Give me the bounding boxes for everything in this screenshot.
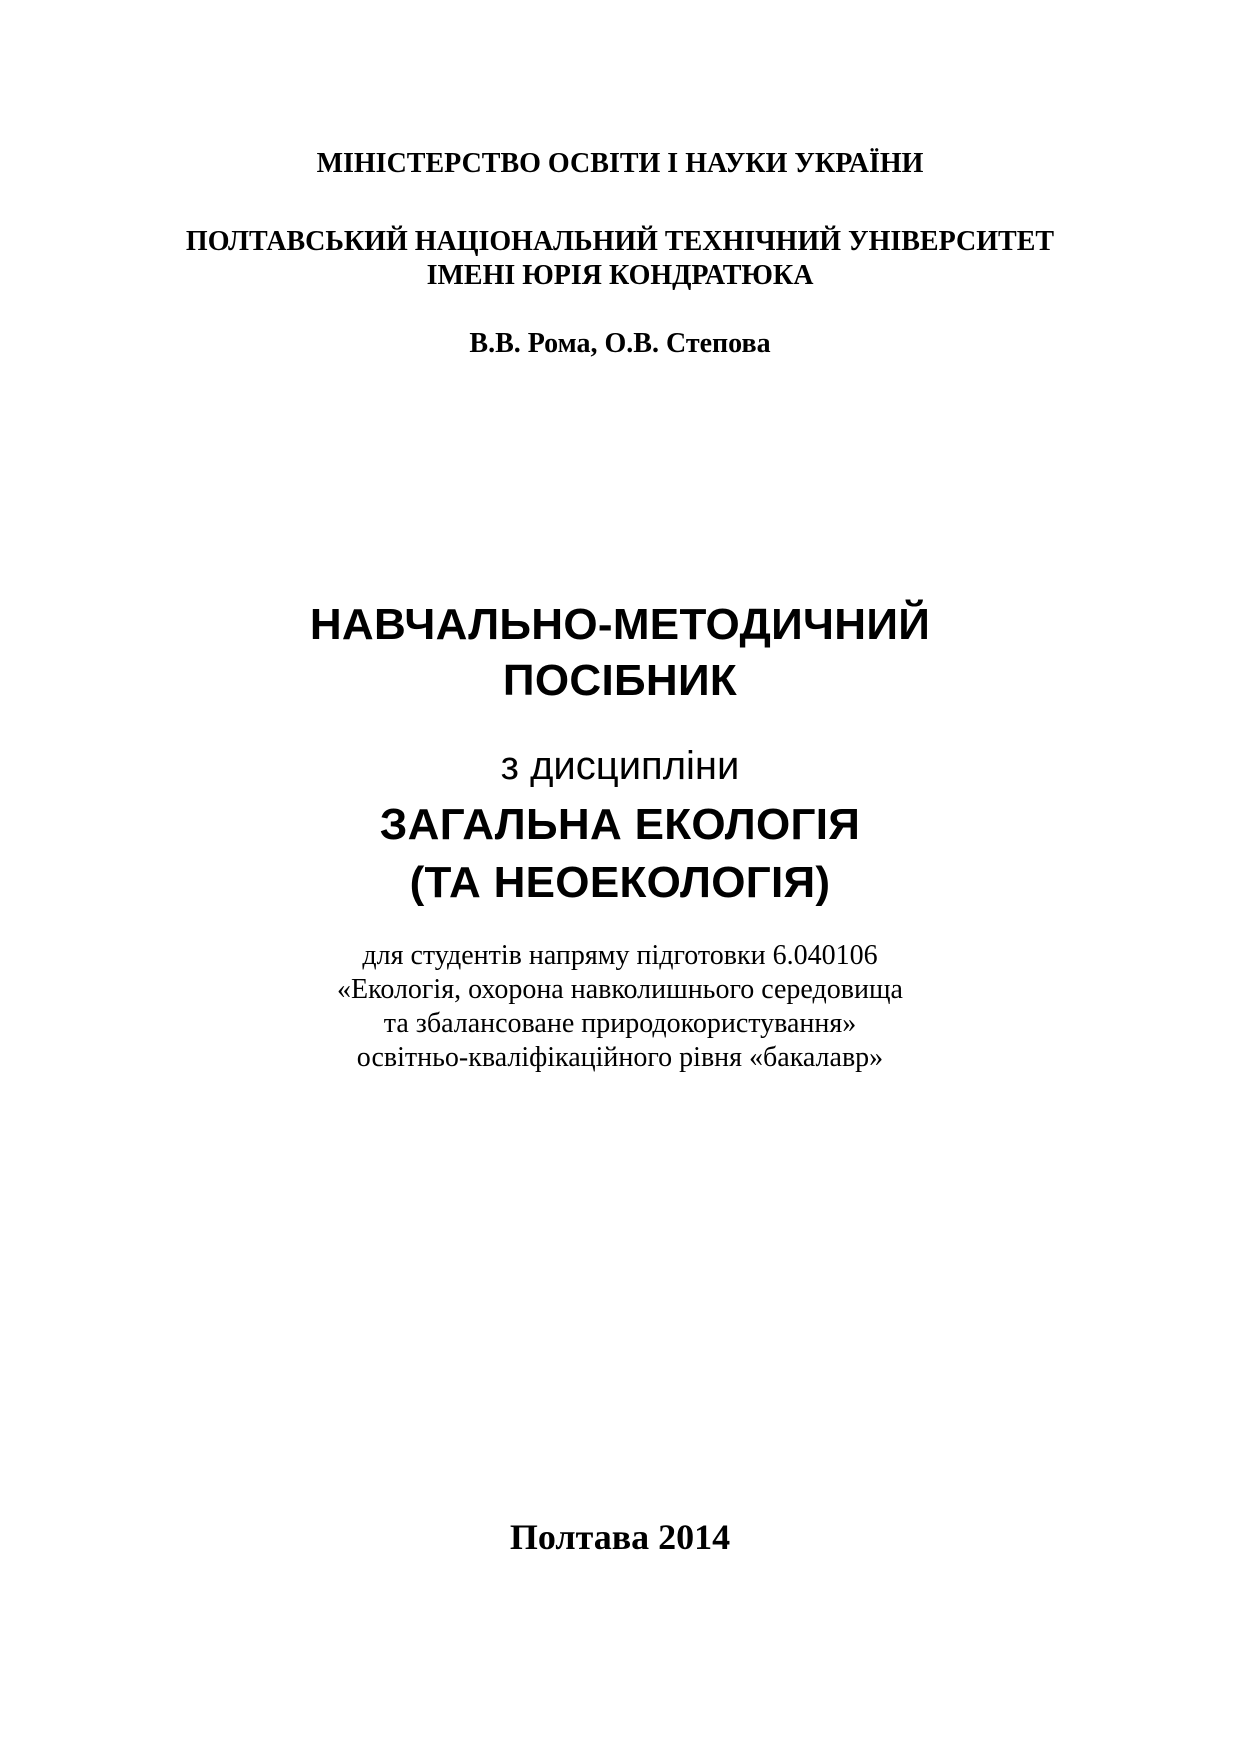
description-line4: освітньо-кваліфікаційного рівня «бакалавр» [356,1042,884,1073]
university-name-line1: ПОЛТАВСЬКИЙ НАЦІОНАЛЬНИЙ ТЕХНІЧНИЙ УНІВЕРСИТЕТ [185,226,1055,257]
document-title-line2: ПОСІБНИК [502,656,738,705]
description-line2: «Екологія, охорона навколишнього середовища [337,974,903,1005]
discipline-prefix: з дисципліни [500,744,740,788]
discipline-name-line2: (ТА НЕОЕКОЛОГІЯ) [409,858,831,907]
description-line3: та збалансоване природокористування» [383,1008,857,1039]
authors: В.В. Рома, О.В. Степова [469,328,771,359]
document-title-line1: НАВЧАЛЬНО-МЕТОДИЧНИЙ [309,600,931,649]
ministry-name: МІНІСТЕРСТВО ОСВІТИ І НАУКИ УКРАЇНИ [316,148,924,179]
city-year: Полтава 2014 [509,1517,731,1557]
university-name-line2: ІМЕНІ ЮРІЯ КОНДРАТЮКА [426,260,814,291]
discipline-name-line1: ЗАГАЛЬНА ЕКОЛОГІЯ [379,800,861,849]
description-line1: для студентів напряму підготовки 6.040106 [362,940,878,971]
